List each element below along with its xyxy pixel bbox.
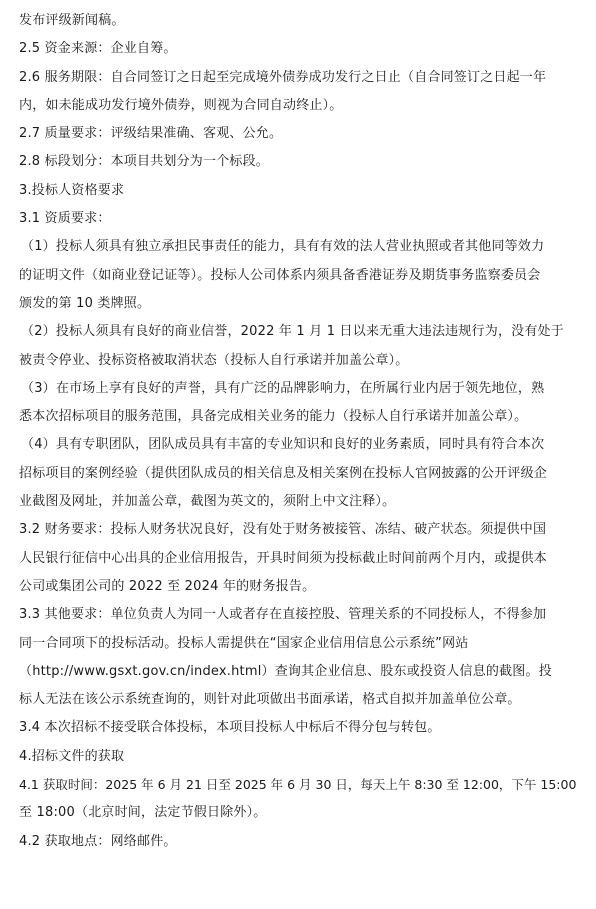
text-line: 标人无法在该公示系统查询的，则针对此项做出书面承诺，格式自拟并加盖单位公章。 [19, 692, 521, 708]
text-line: 公司或集团公司的 2022 至 2024 年的财务报告。 [19, 578, 316, 594]
text-line: 3.1 资质要求： [19, 211, 111, 227]
text-line: 同一合同项下的投标活动。投标人需提供在“国家企业信用信息公示系统”网站 [19, 635, 469, 651]
text-line: （2）投标人须具有良好的商业信誉，2022 年 1 月 1 日以来无重大违法违规行为，没有处于 [21, 324, 564, 340]
text-line: （1）投标人须具有独立承担民事责任的能力，具有有效的法人营业执照或者其他同等效力 [21, 239, 545, 255]
text-line: 2.5 资金来源：企业自筹。 [19, 41, 177, 57]
text-line: 4.1 获取时间：2025 年 6 月 21 日至 2025 年 6 月 30 日，每天上午 8:30 至 12:00，下午 15:00 [19, 777, 577, 793]
text-line: 的证明文件（如商业登记证等）。投标人公司体系内须具备香港证券及期货事务监察委员会 [19, 267, 541, 283]
text-line: 3.4 本次招标不接受联合体投标，本项目投标人中标后不得分包与转包。 [19, 720, 441, 736]
text-line: 内，如未能成功发行境外债券，则视为合同自动终止）。 [19, 97, 343, 113]
text-line: （3）在市场上享有良好的声誉，具有广泛的品牌影响力，在所属行业内居于领先地位，熟 [21, 380, 545, 396]
text-line: （4）具有专职团队，团队成员具有丰富的专业知识和良好的业务素质，同时具有符合本次 [21, 437, 545, 453]
text-line: 至 18:00（北京时间，法定节假日除外）。 [19, 805, 267, 821]
text-line: 业截图及网址，并加盖公章，截图为英文的，须附上中文注释）。 [19, 494, 396, 510]
text-line: 4.2 获取地点：网络邮件。 [19, 833, 177, 849]
text-line: 招标项目的案例经验（提供团队成员的相关信息及相关案例在投标人官网披露的公开评级企 [19, 465, 548, 481]
section-heading: 4.招标文件的获取 [19, 748, 125, 764]
section-heading: 3.投标人资格要求 [19, 182, 125, 198]
text-line: 颁发的第 10 类牌照。 [19, 295, 151, 311]
text-line: 3.2 财务要求：投标人财务状况良好，没有处于财务被接管、冻结、破产状态。须提供中国 [19, 522, 547, 538]
text-line: 发布评级新闻稿。 [19, 13, 125, 28]
text-line: 3.3 其他要求：单位负责人为同一人或者存在直接控股、管理关系的不同投标人，不得参加 [19, 607, 547, 623]
text-line: （http://www.gsxt.gov.cn/index.html）查询其企业信息、股东或投资人信息的截图。投 [19, 663, 552, 679]
text-line: 2.7 质量要求：评级结果准确、客观、公允。 [19, 126, 283, 142]
text-line: 2.8 标段划分：本项目共划分为一个标段。 [19, 154, 270, 170]
text-line: 悉本次招标项目的服务范围，具备完成相关业务的能力（投标人自行承诺并加盖公章）。 [19, 409, 528, 425]
text-line: 2.6 服务期限：自合同签订之日起至完成境外债券成功发行之日止（自合同签订之日起一年 [19, 69, 547, 85]
text-line: 被责令停业、投标资格被取消状态（投标人自行承诺并加盖公章）。 [19, 352, 409, 368]
text-line: 人民银行征信中心出具的企业信用报告，开具时间须为投标截止时间前两个月内，或提供本 [19, 550, 548, 566]
